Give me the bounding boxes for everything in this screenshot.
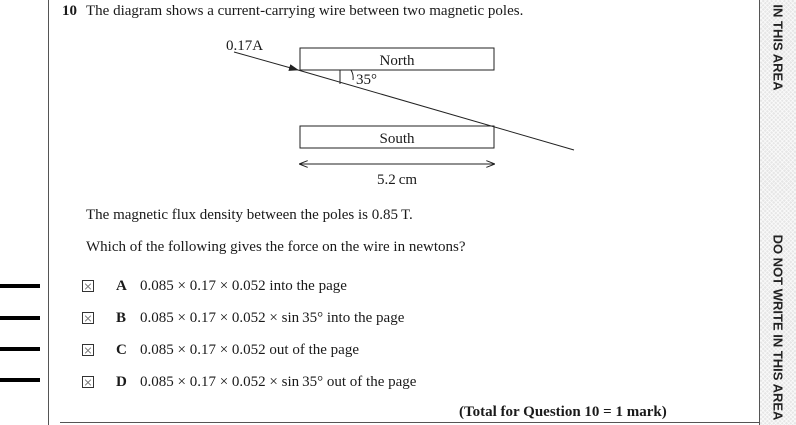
question-prompt: Which of the following gives the force on the wire in newtons? — [86, 239, 466, 255]
question-total: (Total for Question 10 = 1 mark) — [459, 404, 667, 420]
margin-warning-bottom: DO NOT WRITE IN THIS AREA — [770, 234, 786, 421]
current-label: 0.17A — [226, 38, 264, 54]
option-d-checkbox[interactable] — [82, 376, 94, 388]
flux-statement: The magnetic flux density between the poles is 0.85 T. — [86, 207, 413, 223]
option-a[interactable] — [82, 276, 347, 296]
option-text: 0.085 × 0.17 × 0.052 out of the page — [140, 341, 359, 358]
current-arrow — [234, 52, 298, 70]
angle-arc — [351, 70, 353, 80]
option-b-checkbox[interactable] — [82, 312, 94, 324]
option-b[interactable] — [82, 308, 404, 328]
angle-label: 35° — [356, 72, 377, 88]
north-pole-label: North — [379, 53, 415, 69]
south-pole-label: South — [379, 131, 415, 147]
option-d[interactable] — [82, 372, 416, 392]
question-stem: The diagram shows a current-carrying wire between two magnetic poles. — [86, 3, 524, 19]
option-letter: D — [116, 373, 127, 390]
option-text: 0.085 × 0.17 × 0.052 into the page — [140, 277, 347, 294]
question-number: 10 — [62, 3, 77, 19]
option-c[interactable] — [82, 340, 359, 360]
option-a-checkbox[interactable] — [82, 280, 94, 292]
margin-warning-top: IN THIS AREA — [770, 4, 786, 91]
option-letter: B — [116, 309, 127, 326]
option-c-checkbox[interactable] — [82, 344, 94, 356]
option-letter: C — [116, 341, 127, 358]
option-text: 0.085 × 0.17 × 0.052 × sin 35° into the page — [140, 309, 405, 326]
width-label: 5.2 cm — [376, 172, 418, 188]
option-letter: A — [116, 277, 127, 294]
option-text: 0.085 × 0.17 × 0.052 × sin 35° out of the page — [140, 373, 417, 390]
